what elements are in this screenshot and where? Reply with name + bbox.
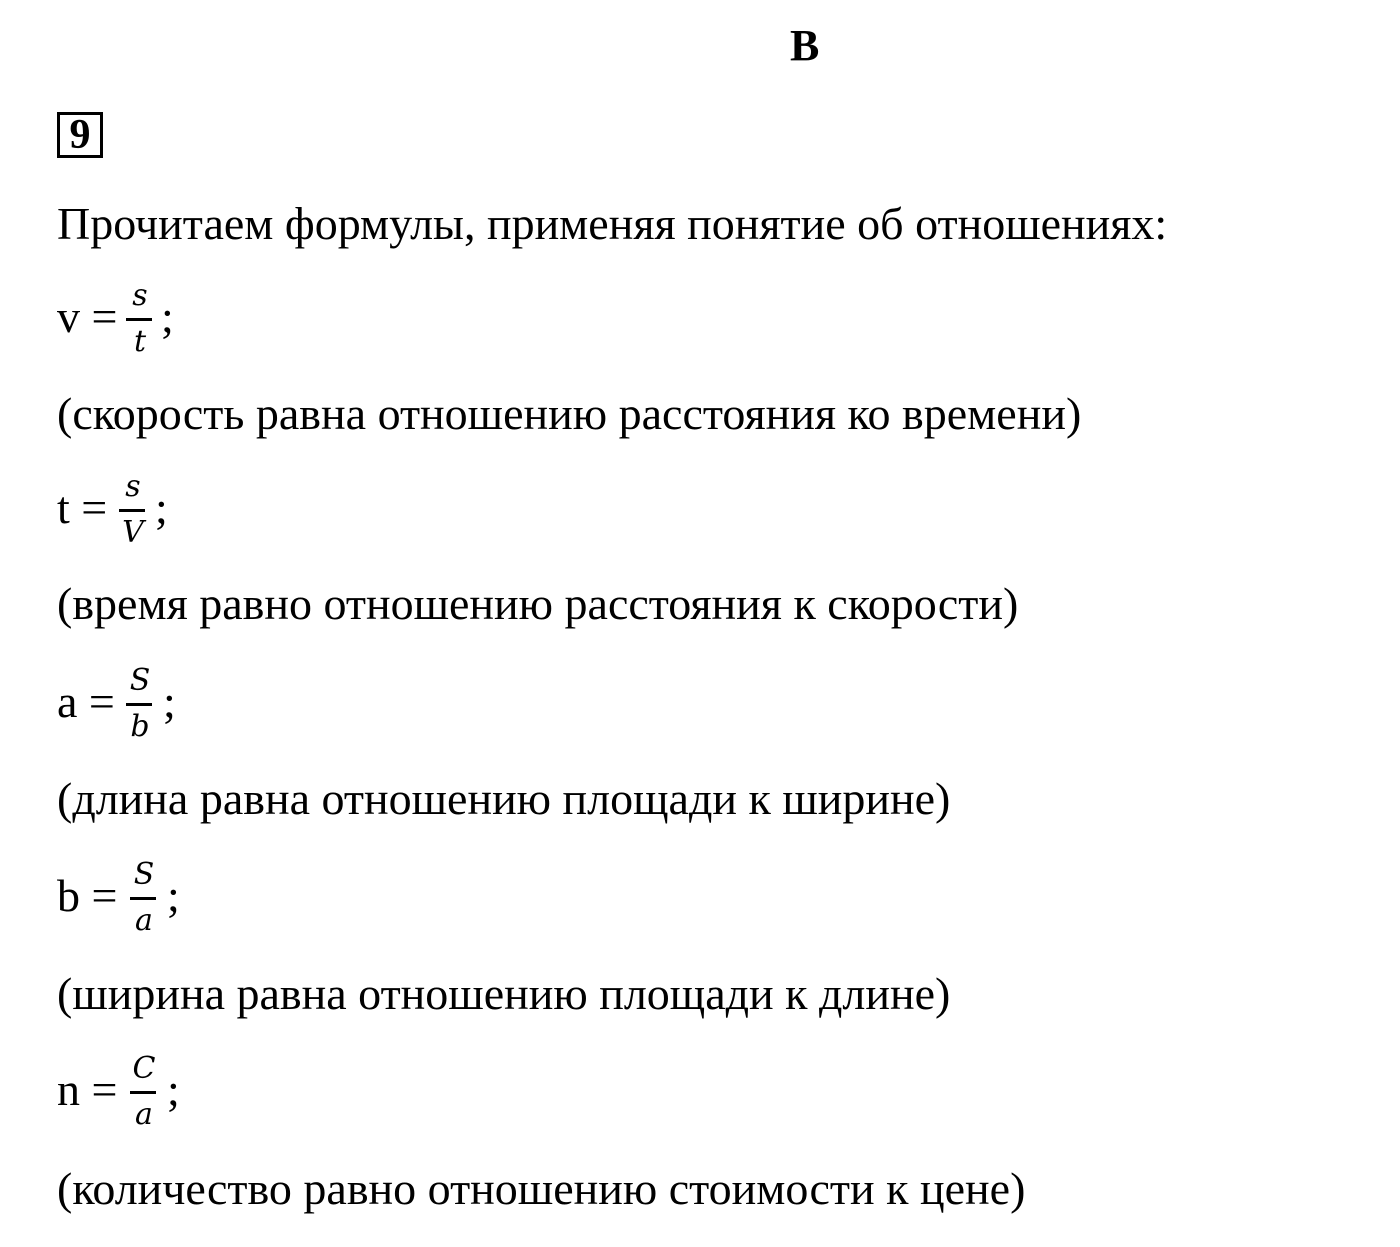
formula-explanation: (время равно отношению расстояния к скорости) [57,578,1019,629]
formula-semicolon: ; [167,870,180,921]
fraction [125,659,155,749]
section-letter: В [790,21,820,70]
formula-lhs: t = [57,482,108,533]
formula-explanation: (ширина равна отношению площади к длине) [57,968,951,1019]
formula-semicolon: ; [167,1064,180,1115]
fraction-denominator: b [130,709,150,744]
intro-text: Прочитаем формулы, применяя понятие об отношениях: [57,198,1168,249]
fraction-denominator: a [135,1097,153,1132]
fraction-bar [126,703,152,706]
fraction-denominator: a [135,903,153,938]
fraction-bar [126,318,152,321]
fraction-denominator: t [133,324,147,359]
fraction-numerator: S [133,857,155,892]
formula-semicolon: ; [155,482,168,533]
fraction-numerator: s [132,278,148,313]
fraction [129,853,159,943]
fraction-bar [119,509,145,512]
fraction-numerator: C [132,1051,156,1086]
problem-number: 9 [57,112,103,158]
fraction-bar [130,1091,156,1094]
formula-lhs: b = [57,870,118,921]
formula-explanation: (количество равно отношению стоимости к цене) [57,1163,1026,1214]
formula-lhs: a = [57,676,115,727]
formula-explanation: (длина равна отношению площади к ширине) [57,773,951,824]
fraction-numerator: S [129,663,151,698]
formula-lhs: n = [57,1064,118,1115]
formula-semicolon: ; [161,291,174,342]
fraction-numerator: s [125,469,141,504]
formula-semicolon: ; [163,676,176,727]
fraction-denominator: V [122,515,144,550]
fraction-bar [130,897,156,900]
fraction [125,274,155,364]
fraction [129,1047,159,1137]
fraction [118,465,148,555]
formula-lhs: v = [57,291,118,342]
formula-explanation: (скорость равна отношению расстояния ко времени) [57,388,1082,439]
